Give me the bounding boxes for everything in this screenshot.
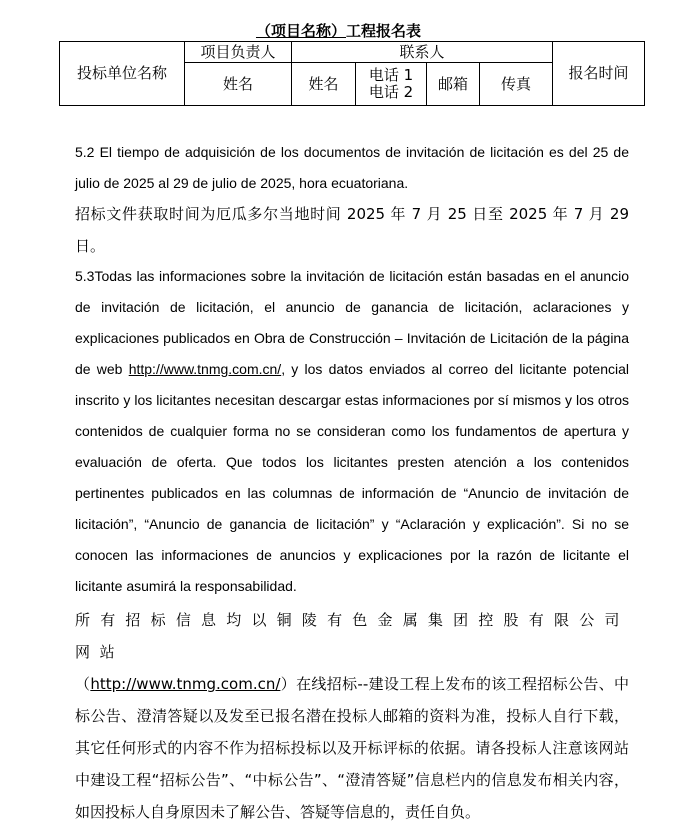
title-project-name: （项目名称） bbox=[255, 22, 346, 40]
website-link-es[interactable]: http://www.tnmg.com.cn/ bbox=[128, 361, 282, 377]
title-rest: 工程报名表 bbox=[346, 22, 422, 40]
header-email: 邮箱 bbox=[427, 63, 480, 106]
header-phone-2: 电话 2 bbox=[368, 83, 414, 101]
section-5-3-spanish-part2: , y los datos enviados al correo del licitante potencial inscrito y los licitantes necesitan descargar estas informaciones por sí mismos y los otros contenidos de cualquier forma no se consideran como los fundamentos de apertura y evaluación de oferta. Que todos los licitantes presten atención a los contenidos pertinentes publicados en las columnas de información de “Anuncio de invitación de licitación”, “Anuncio de ganancia de licitación” y “Aclaración y explicación”. Si no se conocen las informaciones de anuncios y explicaciones por la razón de licitante el licitante asumirá la responsabilidad. bbox=[75, 361, 629, 594]
form-title bbox=[0, 20, 677, 42]
header-bidder-name: 投标单位名称 bbox=[60, 42, 185, 106]
header-project-leader: 项目负责人 bbox=[185, 42, 292, 63]
section-5-3-spanish-part1: 5.3Todas las informaciones sobre la invitación de licitación están basadas en el anuncio de invitación de licitación, el anuncio de ganancia de licitación, aclaraciones y explicaciones publicados en Obra de Construcción – Invitación de Licitación de la página de web bbox=[75, 268, 629, 377]
section-5-3-spanish bbox=[75, 261, 629, 602]
header-fax: 传真 bbox=[480, 63, 553, 106]
section-5-2-spanish: 5.2 El tiempo de adquisición de los documentos de invitación de licitación es del 25 de julio de 2025 al 29 de julio de 2025, hora ecuatoriana. bbox=[75, 144, 629, 191]
header-phone-1: 电话 1 bbox=[368, 66, 414, 84]
website-link-zh[interactable]: http://www.tnmg.com.cn/ bbox=[90, 675, 281, 693]
section-5-2-chinese: 招标文件获取时间为厄瓜多尔当地时间 2025 年 7 月 25 日至 2025 年 7 月 29 日。 bbox=[75, 205, 629, 255]
header-leader-name: 姓名 bbox=[185, 63, 292, 106]
header-contact-person: 联系人 bbox=[292, 42, 553, 63]
section-5-3-chinese-rest: ）在线招标--建设工程上发布的该工程招标公告、中标公告、澄清答疑以及发至已报名潜在投标人邮箱的资料为准，投标人自行下载，其它任何形式的内容不作为招标投标以及开标评标的依据。请各投标人注意该网站中建设工程“招标公告”、“中标公告”、“澄清答疑”信息栏内的信息发布相关内容，如因投标人自身原因未了解公告、答疑等信息的，责任自负。 bbox=[75, 675, 629, 821]
section-5-3-chinese bbox=[75, 604, 629, 828]
section-5-3-chinese-line1: 所有招标信息均以铜陵有色金属集团控股有限公司网站 bbox=[75, 611, 629, 661]
header-phones bbox=[356, 63, 427, 106]
header-contact-name: 姓名 bbox=[292, 63, 356, 106]
registration-table bbox=[59, 41, 645, 106]
section-5-3-chinese-open-paren: （ bbox=[75, 675, 91, 693]
header-registration-time: 报名时间 bbox=[553, 42, 645, 106]
